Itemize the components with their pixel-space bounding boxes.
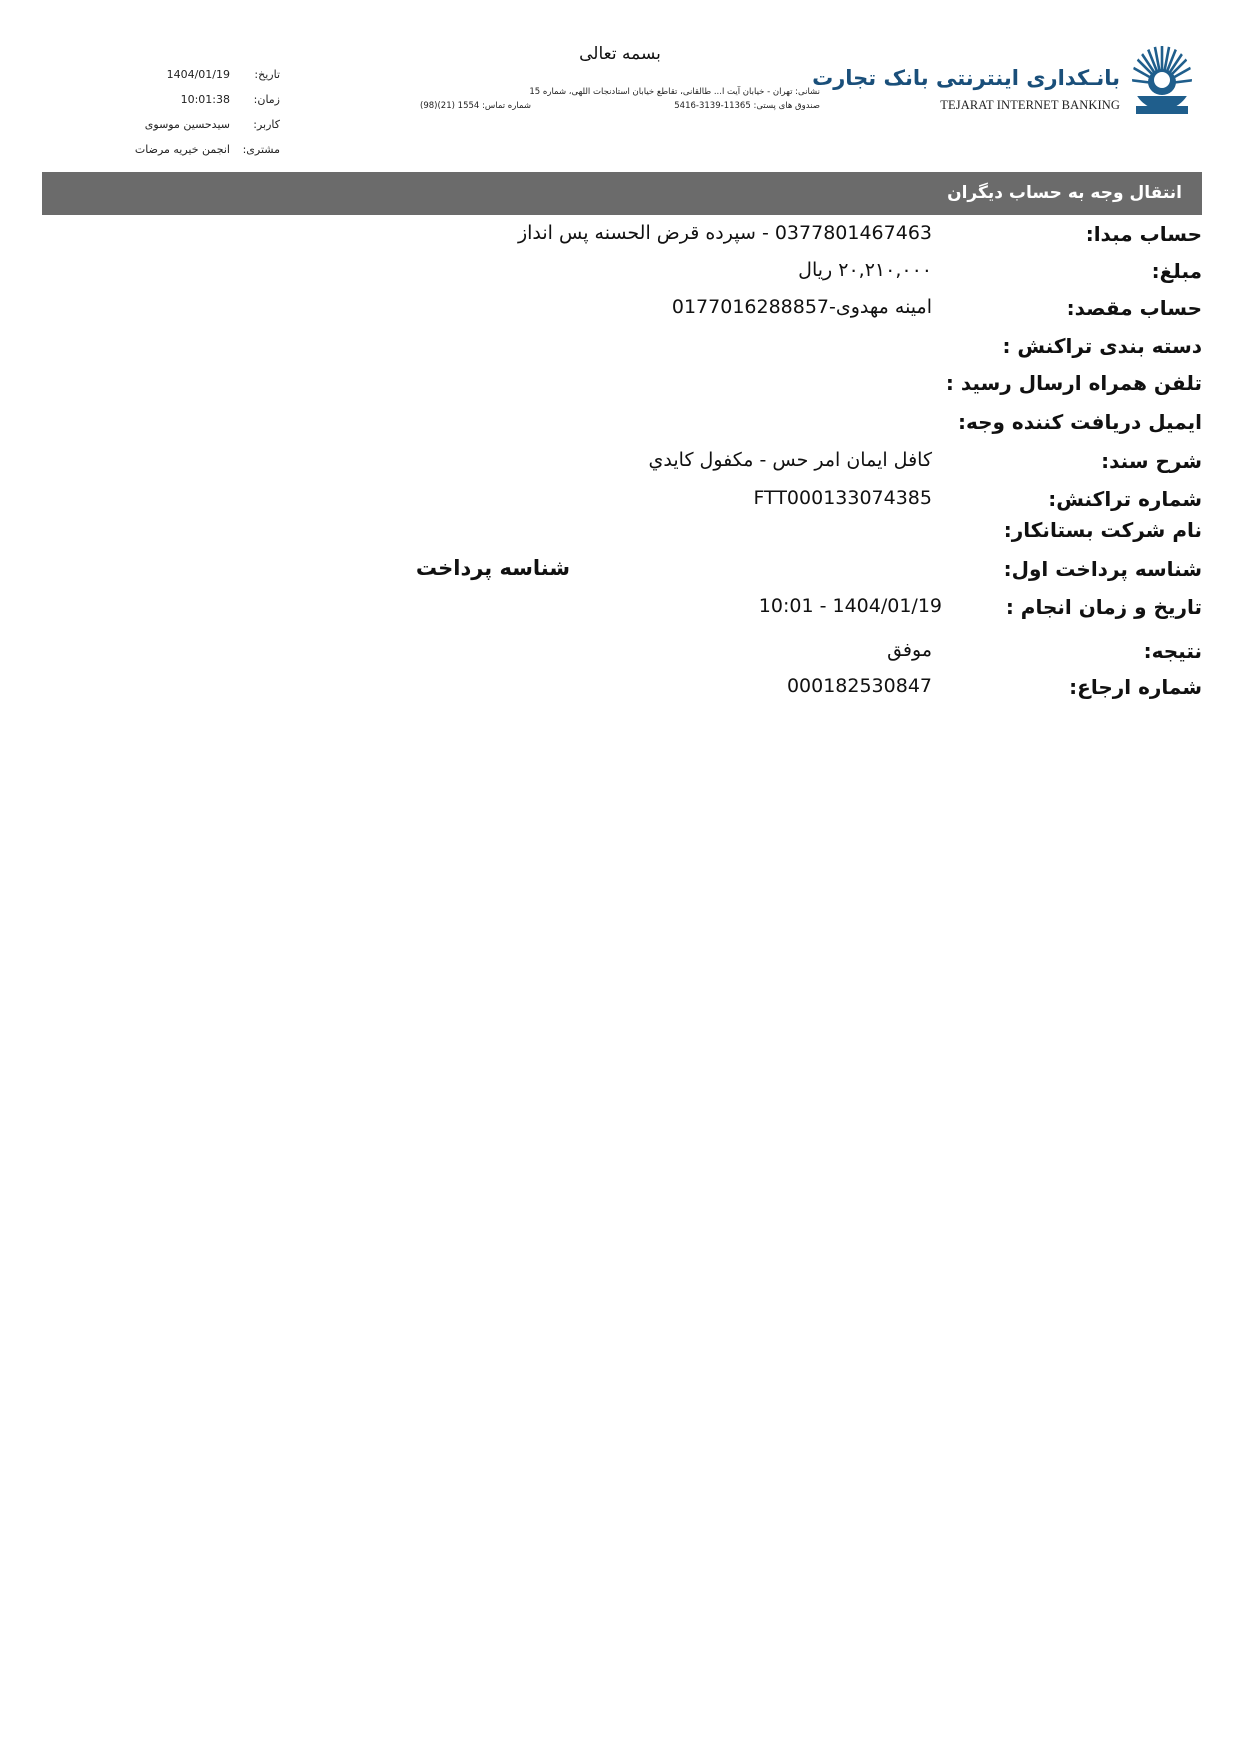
transaction-number-label: شماره تراکنش: xyxy=(1048,487,1202,511)
bismillah: بسمه تعالی xyxy=(579,44,661,64)
meta-customer xyxy=(105,137,280,162)
datetime-value: 1404/01/19 - 10:01 xyxy=(758,595,942,617)
datetime-label: تاریخ و زمان انجام : xyxy=(1005,595,1202,619)
meta-value: 10:01:38 xyxy=(180,93,230,106)
meta-value: 1404/01/19 xyxy=(166,68,230,81)
meta-value: سیدحسین موسوی xyxy=(144,118,230,131)
destination-account-value: امینه مهدوی-0177016288857 xyxy=(671,296,932,318)
source-account-value: 0377801467463 - سپرده قرض الحسنه پس انداز xyxy=(517,222,932,244)
source-account-label: حساب مبدا: xyxy=(1085,222,1202,246)
mobile-label: تلفن همراه ارسال رسید : xyxy=(945,371,1202,395)
category-label: دسته بندی تراکنش : xyxy=(1002,334,1202,358)
description-label: شرح سند: xyxy=(1101,449,1202,473)
email-label: ایمیل دریافت کننده وجه: xyxy=(957,410,1202,434)
meta-key: کاربر: xyxy=(253,118,280,131)
result-value: موفق xyxy=(887,639,932,661)
amount-value: ۲۰,۲۱۰,۰۰۰ ریال xyxy=(798,259,932,281)
meta-key: زمان: xyxy=(253,93,280,106)
bank-address xyxy=(420,85,820,113)
address-line: نشانی: تهران - خیابان آیت ا... طالقانی، تقاطع خیابان استادنجات اللهی، شماره 15 xyxy=(529,87,820,97)
destination-account-label: حساب مقصد: xyxy=(1066,296,1202,320)
meta-key: تاریخ: xyxy=(254,68,280,81)
brand-name-fa: بانـکداری اینترنتی بانک تجارت xyxy=(812,66,1120,90)
reference-number-label: شماره ارجاع: xyxy=(1069,675,1202,699)
meta-time xyxy=(105,87,280,112)
meta-date xyxy=(105,62,280,87)
phone-number: شماره تماس: 1554 (21)(98) xyxy=(420,101,531,111)
meta-key: مشتری: xyxy=(242,143,280,156)
creditor-company-label: نام شرکت بستانکار: xyxy=(1003,518,1202,542)
title-bar xyxy=(42,172,1202,215)
result-label: نتیجه: xyxy=(1143,639,1202,663)
reference-number-value: 000182530847 xyxy=(786,675,932,697)
po-box: صندوق های پستی: 11365-3139-5416 xyxy=(674,101,820,111)
description-value: کافل ایمان امر حس - مکفول کايدي xyxy=(648,449,932,471)
first-payment-id-value: شناسه پرداخت xyxy=(415,556,570,580)
receipt-meta xyxy=(105,62,280,162)
transaction-number-value: FTT000133074385 xyxy=(753,487,932,509)
first-payment-id-label: شناسه پرداخت اول: xyxy=(1003,557,1202,581)
page-title: انتقال وجه به حساب دیگران xyxy=(947,183,1182,203)
amount-label: مبلغ: xyxy=(1151,259,1202,283)
bank-logo-icon xyxy=(1128,44,1196,118)
meta-value: انجمن خیریه مرضات xyxy=(134,143,230,156)
brand-name-en: TEJARAT INTERNET BANKING xyxy=(940,98,1120,112)
meta-user xyxy=(105,112,280,137)
